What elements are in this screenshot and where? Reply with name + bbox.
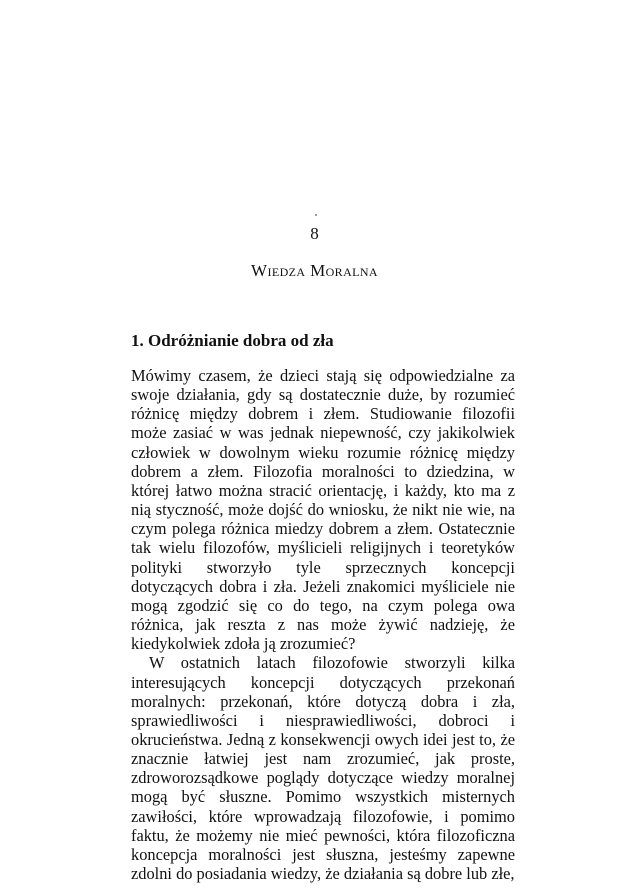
chapter-title: Wiedza Moralna bbox=[251, 261, 378, 280]
body-text bbox=[131, 366, 515, 883]
chapter-number: 8 bbox=[310, 224, 319, 243]
paragraph-2: W ostatnich latach filozofowie stworzyli kilka interesujących koncepcji dotyczących przekonań moralnych: przekonań, które dotyczą dobra i zła, sprawiedliwości i niesprawiedliwości, dobroci i okrucieństwa. Jedną z konsekwencji owych idei jest to, że znacznie łatwiej jest nam zrozumieć, jak proste, zdroworozsądkowe poglądy dotyczące wiedzy moralnej mogą być słuszne. Pomimo wszystkich misternych zawiłości, które wprowadzają filozofowie, i pomimo faktu, że możemy nie mieć pewności, która filozoficzna koncepcja moralności jest słuszna, jesteśmy zapewne zdolni do posiadania wiedzy, że działania są dobre lub złe, bbox=[131, 653, 515, 884]
paragraph-1: Mówimy czasem, że dzieci stają się odpowiedzialne za swoje działania, gdy są dostatecznie duże, by rozumieć różnicę między dobrem i złem. Studiowanie filozofii może zasiać w was jednak niepewność, czy jakikolwiek człowiek w dowolnym wieku rozumie różnicę między dobrem a złem. Filozofia moralności to dziedzina, w której łatwo można stracić orientację, i każdy, kto ma z nią styczność, może dojść do wniosku, że nikt nie wie, na czym polega różnica miedzy dobrem a złem. Ostatecznie tak wielu filozofów, myślicieli religijnych i teoretyków polityki stworzyło tyle sprzecznych koncepcji dotyczących dobra i zła. Jeżeli znakomici myśliciele nie mogą zgodzić się co do tego, na czym polega owa różnica, jak reszta z nas może żywić nadzieję, że kiedykolwiek zdoła ją zrozumieć? bbox=[131, 366, 515, 654]
section-heading: 1. Odróżnianie dobra od zła bbox=[131, 331, 334, 350]
scan-speck bbox=[315, 214, 317, 216]
